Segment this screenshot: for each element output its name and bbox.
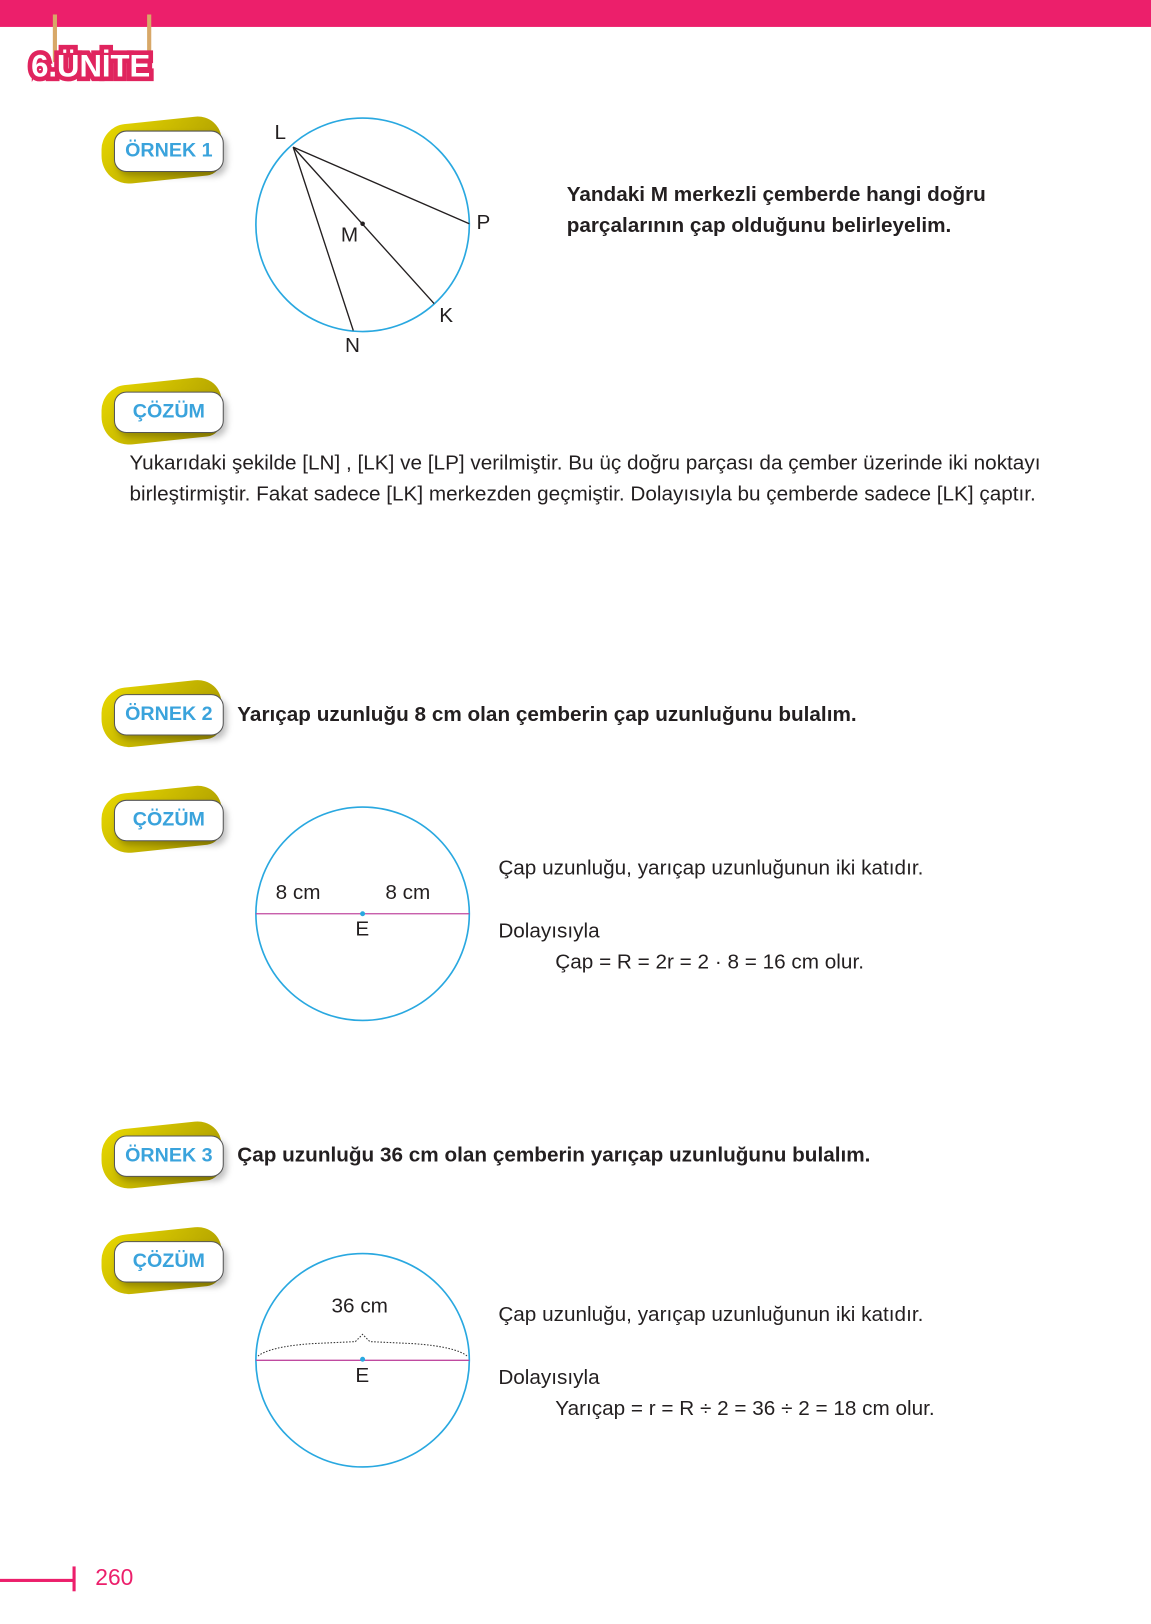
example-1-question: Yandaki M merkezli çemberde hangi doğru parçalarının çap olduğunu belirleyelim. bbox=[566, 183, 986, 238]
page-number: 260 bbox=[95, 1564, 134, 1591]
example-1-solution-badge: ÇÖZÜM bbox=[108, 381, 232, 443]
example-2-solution-badge: ÇÖZÜM bbox=[108, 789, 232, 851]
footer-rule bbox=[0, 1579, 75, 1582]
example-3-line-3: Yarıçap = r = R ÷ 2 = 36 ÷ 2 = 18 cm olur. bbox=[555, 1397, 935, 1421]
center-label-E: E bbox=[355, 1364, 370, 1388]
example-1-solution-text: Yukarıdaki şekilde [LN] , [LK] ve [LP] verilmiştir. Bu üç doğru parçası da çember üzerinde iki noktayı birleştirmiştir. Fakat sadece [LK] merkezden geçmiştir. Dolayısıyla bu çemberde sadece [LK] çaptır. bbox=[129, 451, 1041, 506]
example-3-line-1: Çap uzunluğu, yarıçap uzunluğunun iki katıdır. bbox=[498, 1303, 924, 1327]
point-label-M: M bbox=[340, 223, 359, 247]
example-3-circle-figure bbox=[0, 0, 1, 1]
point-label-L: L bbox=[274, 121, 287, 145]
top-bar bbox=[0, 0, 1151, 27]
center-label-E: E bbox=[355, 917, 370, 941]
example-3-solution-badge: ÇÖZÜM bbox=[108, 1231, 232, 1293]
right-radius-label: 8 cm bbox=[385, 881, 431, 905]
segment-LP bbox=[293, 147, 469, 224]
example-2-badge: ÖRNEK 2 bbox=[108, 684, 232, 746]
example-2-line-2: Dolayısıyla bbox=[498, 919, 600, 943]
center-point bbox=[360, 221, 365, 226]
footer-tick bbox=[73, 1566, 76, 1591]
point-label-P: P bbox=[476, 211, 491, 235]
unit-logo-text: 6.ÜNİTE bbox=[31, 48, 151, 84]
point-label-N: N bbox=[344, 334, 360, 358]
dimension-brace bbox=[258, 1334, 467, 1356]
example-2-question: Yarıçap uzunluğu 8 cm olan çemberin çap uzunluğunu bulalım. bbox=[237, 703, 857, 727]
example-1-badge: ÖRNEK 1 bbox=[108, 120, 232, 182]
example-2-line-1: Çap uzunluğu, yarıçap uzunluğunun iki katıdır. bbox=[498, 856, 924, 880]
example-3-badge: ÖRNEK 3 bbox=[108, 1125, 232, 1187]
example-3-line-2: Dolayısıyla bbox=[498, 1366, 600, 1390]
example-3-question: Çap uzunluğu 36 cm olan çemberin yarıçap uzunluğunu bulalım. bbox=[237, 1143, 871, 1167]
unit-logo bbox=[27, 12, 172, 95]
example-2-line-3: Çap = R = 2r = 2 · 8 = 16 cm olur. bbox=[555, 951, 864, 974]
left-radius-label: 8 cm bbox=[275, 881, 321, 905]
diameter-label: 36 cm bbox=[331, 1295, 388, 1318]
point-label-K: K bbox=[439, 304, 454, 328]
